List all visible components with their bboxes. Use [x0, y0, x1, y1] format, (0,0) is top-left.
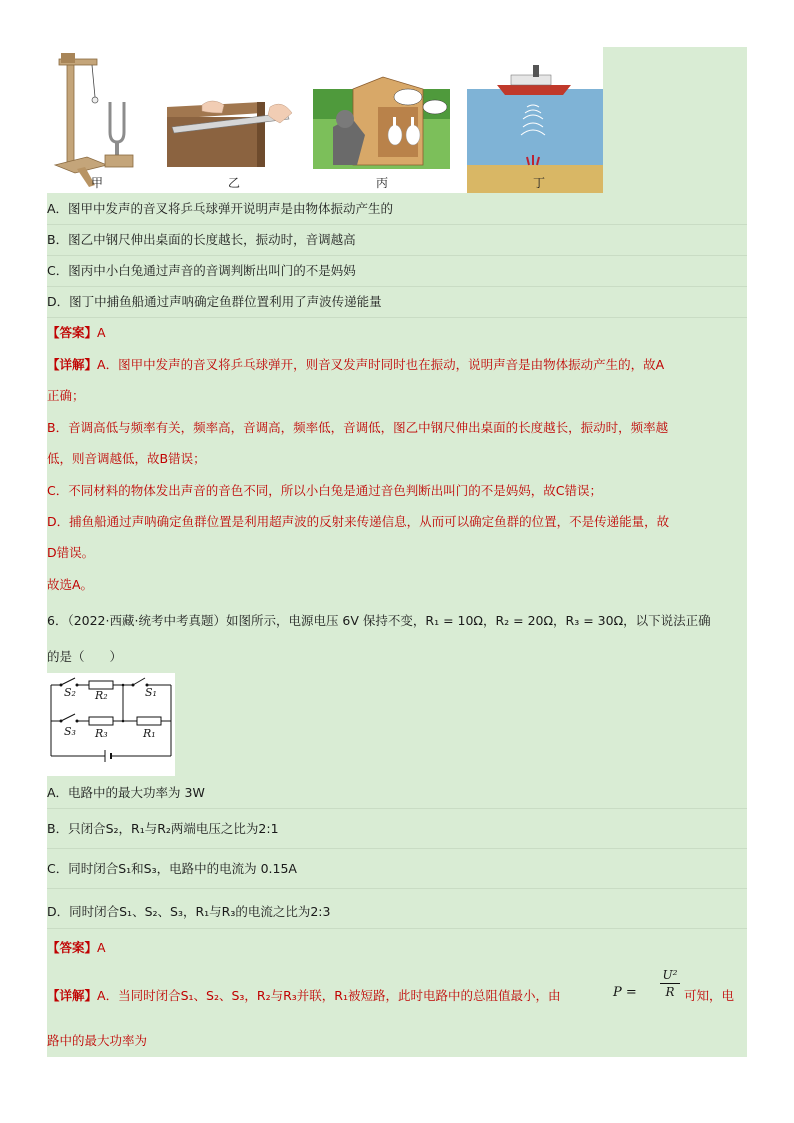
q5-detail-line-2: 正确；	[47, 388, 85, 403]
q5-conclusion: 故选A。	[47, 577, 94, 592]
label-r1: R₁	[143, 727, 156, 740]
row-divider	[47, 928, 747, 929]
formula-lhs: P =	[613, 985, 637, 1000]
ruler-table-figure	[162, 47, 305, 193]
row-divider	[47, 888, 747, 889]
label-r2: R₂	[95, 689, 108, 702]
q5-detail-line-7: D错误。	[47, 545, 95, 560]
fraction-bar	[660, 983, 680, 984]
q6-detail-line-2: 路中的最大功率为	[47, 1033, 148, 1048]
q5-detail-line-6: D．捕鱼船通过声呐确定鱼群位置是利用超声波的反射来传递信息，从而可以确定鱼群的位置，不是传递能量，故	[47, 514, 670, 529]
q5-detail-line-4: 低，则音调越低，故B错误；	[47, 451, 206, 466]
q5-detail-line-5: C．不同材料的物体发出声音的音色不同，所以小白兔是通过音色判断出叫门的不是妈妈，故C错误；	[47, 483, 602, 498]
figure-caption-bing: 丙	[376, 176, 389, 190]
sonar-ship-figure	[467, 47, 603, 193]
rabbit-cartoon-figure	[313, 47, 450, 193]
q5-option-d: D．图丁中捕鱼船通过声呐确定鱼群位置利用了声波传递能量	[47, 294, 382, 309]
q6-detail-line-1	[47, 986, 747, 1006]
detail-tail: 可知，电	[684, 988, 735, 1003]
q6-option-d: D．同时闭合S₁、S₂、S₃，R₁与R₃的电流之比为2:3	[47, 904, 331, 919]
label-s2: S₂	[64, 686, 76, 699]
row-divider	[47, 224, 747, 225]
q6-stem-line-2: 的是（ ）	[47, 649, 123, 664]
q5-detail-line-1	[47, 355, 747, 375]
q5-option-c: C．图丙中小白兔通过声音的音调判断出叫门的不是妈妈	[47, 263, 356, 278]
q6-option-b: B．只闭合S₂，R₁与R₂两端电压之比为2:1	[47, 821, 279, 836]
row-divider	[47, 255, 747, 256]
label-r3: R₃	[95, 727, 108, 740]
figure-caption-yi: 乙	[228, 176, 241, 190]
row-divider	[47, 317, 747, 318]
tuning-fork-figure	[47, 47, 162, 193]
row-divider	[47, 286, 747, 287]
answer-value: A	[97, 940, 106, 955]
q6-answer	[47, 938, 747, 958]
q5-answer	[47, 323, 747, 343]
label-s3: S₃	[64, 725, 76, 738]
formula-fraction	[660, 968, 680, 999]
answer-value: A	[97, 325, 106, 340]
formula-denominator: R	[665, 985, 675, 999]
row-divider	[47, 848, 747, 849]
detail-text: A．图甲中发声的音叉将乒乓球弹开，则音叉发声时同时也在振动，说明声音是由物体振动产生的，故A	[97, 357, 665, 372]
q6-stem-line-1: 6．（2022·西藏·统考中考真题）如图所示，电源电压 6V 保持不变，R₁ = 10Ω，R₂ = 20Ω，R₃ = 30Ω，以下说法正确	[47, 613, 711, 628]
q5-detail-line-3: B．音调高低与频率有关，频率高，音调高，频率低，音调低，图乙中钢尺伸出桌面的长度越长，振动时，频率越	[47, 420, 669, 435]
figure-caption-jia: 甲	[91, 176, 104, 190]
formula-numerator: U²	[662, 968, 678, 982]
q6-option-a: A．电路中的最大功率为 3W	[47, 785, 205, 800]
q6-option-c: C．同时闭合S₁和S₃，电路中的电流为 0.15A	[47, 861, 297, 876]
answer-tag: 【答案】	[47, 940, 98, 955]
figure-strip	[47, 47, 603, 193]
detail-tag: 【详解】	[47, 357, 98, 372]
detail-text: A．当同时闭合S₁、S₂、S₃，R₂与R₃并联，R₁被短路，此时电路中的总阻值最小，由	[97, 988, 561, 1003]
detail-tag: 【详解】	[47, 988, 98, 1003]
figure-caption-ding: 丁	[533, 176, 546, 190]
q5-option-b: B．图乙中钢尺伸出桌面的长度越长，振动时，音调越高	[47, 232, 356, 247]
label-s1: S₁	[145, 686, 157, 699]
circuit-diagram	[47, 673, 175, 776]
row-divider	[47, 808, 747, 809]
q5-option-a: A．图甲中发声的音叉将乒乓球弹开说明声是由物体振动产生的	[47, 201, 394, 216]
answer-tag: 【答案】	[47, 325, 98, 340]
